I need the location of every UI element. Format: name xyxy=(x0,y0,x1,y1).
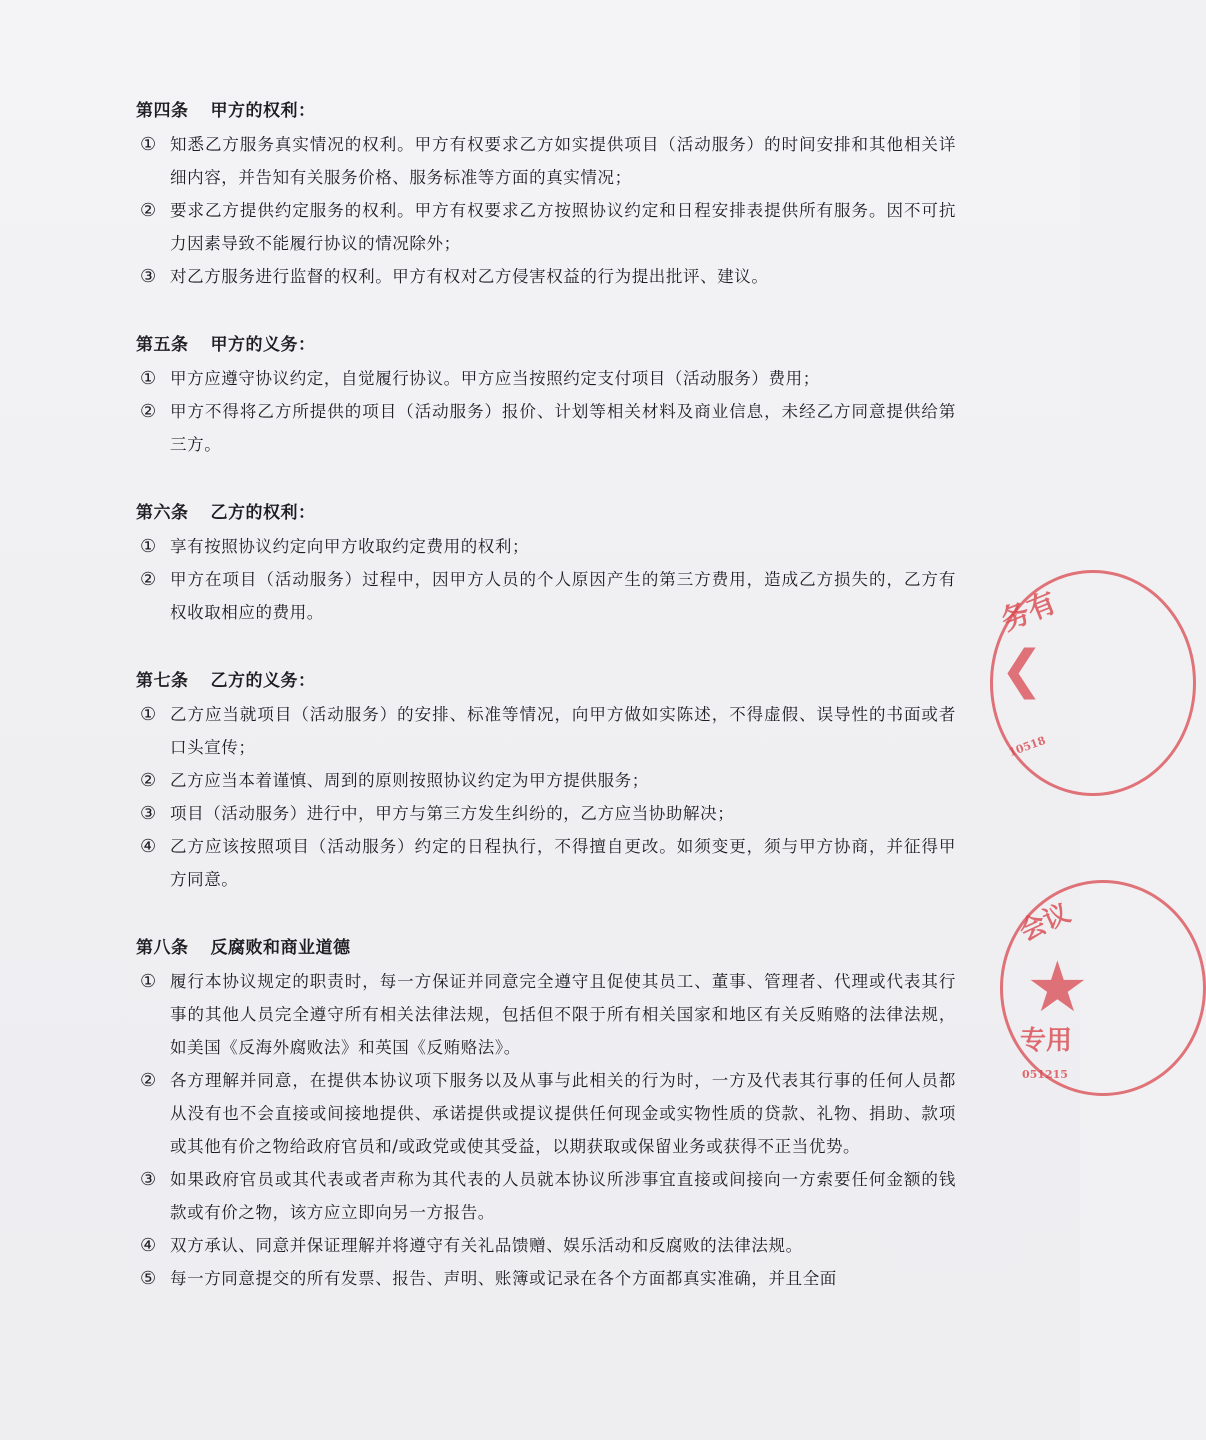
contract-article xyxy=(136,96,956,293)
article-title: 反腐败和商业道德 xyxy=(210,938,351,958)
clause-text: 乙方应当就项目（活动服务）的安排、标准等情况，向甲方做如实陈述，不得虚假、误导性的书面或者口头宣传； xyxy=(170,705,956,757)
clause-text: 对乙方服务进行监督的权利。甲方有权对乙方侵害权益的行为提出批评、建议。 xyxy=(170,267,769,286)
clause-text: 甲方应遵守协议约定，自觉履行协议。甲方应当按照约定支付项目（活动服务）费用； xyxy=(170,369,820,388)
seal-text: 专用 xyxy=(1020,1026,1073,1056)
contract-article xyxy=(136,498,956,629)
clause-number: ① xyxy=(140,134,157,155)
contract-article xyxy=(136,933,956,1295)
article-title: 甲方的义务： xyxy=(210,335,316,355)
article-title: 甲方的权利： xyxy=(210,101,316,121)
clause-text: 乙方应当本着谨慎、周到的原则按照协议约定为甲方提供服务； xyxy=(170,771,649,790)
article-heading xyxy=(136,96,956,126)
clause-number: ① xyxy=(140,971,157,992)
clause-item xyxy=(136,1064,956,1163)
seal-number: 051215 xyxy=(1022,1068,1068,1081)
clause-number: ① xyxy=(140,368,157,389)
clause-item xyxy=(136,1262,956,1295)
article-number: 第四条 xyxy=(136,101,189,121)
contract-body xyxy=(136,96,956,1332)
clause-number: ③ xyxy=(140,803,157,824)
article-heading xyxy=(136,330,956,360)
contract-article xyxy=(136,330,956,461)
clause-item xyxy=(136,395,956,461)
clause-item xyxy=(136,1229,956,1262)
clause-item xyxy=(136,194,956,260)
clause-item xyxy=(136,830,956,896)
seal-text: 会议 xyxy=(1015,898,1075,948)
clause-item xyxy=(136,563,956,629)
clause-text: 项目（活动服务）进行中，甲方与第三方发生纠纷的，乙方应当协助解决； xyxy=(170,804,735,823)
clause-text: 如果政府官员或其代表或者声称为其代表的人员就本协议所涉事宜直接或间接向一方索要任何金额的钱款或有价之物，该方应立即向另一方报告。 xyxy=(170,1170,956,1222)
article-title: 乙方的权利： xyxy=(210,503,316,523)
clause-item xyxy=(136,362,956,395)
contract-article xyxy=(136,666,956,896)
seal-number: 10518 xyxy=(1006,733,1048,760)
clause-item xyxy=(136,1163,956,1229)
clause-text: 甲方不得将乙方所提供的项目（活动服务）报价、计划等相关材料及商业信息，未经乙方同意提供给第三方。 xyxy=(170,402,956,454)
clause-item xyxy=(136,128,956,194)
clause-text: 每一方同意提交的所有发票、报告、声明、账簿或记录在各个方面都真实准确，并且全面 xyxy=(170,1269,837,1288)
clause-number: ① xyxy=(140,536,157,557)
clause-text: 知悉乙方服务真实情况的权利。甲方有权要求乙方如实提供项目（活动服务）的时间安排和其他相关详细内容，并告知有关服务价格、服务标准等方面的真实情况； xyxy=(170,135,956,187)
seal-star-icon: ★ xyxy=(1026,946,1089,1028)
clause-item xyxy=(136,698,956,764)
clause-number: ④ xyxy=(140,1235,157,1256)
clause-number: ② xyxy=(140,401,157,422)
clause-item xyxy=(136,764,956,797)
article-heading xyxy=(136,498,956,528)
article-heading xyxy=(136,933,956,963)
clause-item xyxy=(136,965,956,1064)
article-number: 第八条 xyxy=(136,938,189,958)
clause-number: ① xyxy=(140,704,157,725)
clause-text: 乙方应该按照项目（活动服务）约定的日程执行，不得擅自更改。如须变更，须与甲方协商，并征得甲方同意。 xyxy=(170,837,956,889)
clause-text: 甲方在项目（活动服务）过程中，因甲方人员的个人原因产生的第三方费用，造成乙方损失的，乙方有权收取相应的费用。 xyxy=(170,570,956,622)
clause-number: ④ xyxy=(140,836,157,857)
clause-item xyxy=(136,260,956,293)
clause-text: 各方理解并同意，在提供本协议项下服务以及从事与此相关的行为时，一方及代表其行事的任何人员都从没有也不会直接或间接地提供、承诺提供或提议提供任何现金或实物性质的贷款、礼物、捐助、款项或其他有价之物给政府官员和/或政党或使其受益，以期获取或保留业务或获得不正当优势。 xyxy=(170,1071,956,1156)
clause-text: 双方承认、同意并保证理解并将遵守有关礼品馈赠、娱乐活动和反腐败的法律法规。 xyxy=(170,1236,803,1255)
clause-item xyxy=(136,797,956,830)
clause-number: ② xyxy=(140,200,157,221)
clause-item xyxy=(136,530,956,563)
clause-number: ② xyxy=(140,770,157,791)
seal-text: 务有 xyxy=(996,585,1061,638)
seal-chevron-icon: ❮ xyxy=(1000,640,1044,700)
article-number: 第七条 xyxy=(136,671,189,691)
clause-number: ② xyxy=(140,569,157,590)
clause-text: 要求乙方提供约定服务的权利。甲方有权要求乙方按照协议约定和日程安排表提供所有服务。因不可抗力因素导致不能履行协议的情况除外； xyxy=(170,201,956,253)
clause-number: ③ xyxy=(140,266,157,287)
article-title: 乙方的义务： xyxy=(210,671,316,691)
article-heading xyxy=(136,666,956,696)
clause-number: ⑤ xyxy=(140,1268,157,1289)
clause-number: ③ xyxy=(140,1169,157,1190)
article-number: 第五条 xyxy=(136,335,189,355)
clause-text: 履行本协议规定的职责时，每一方保证并同意完全遵守且促使其员工、董事、管理者、代理或代表其行事的其他人员完全遵守所有相关法律法规，包括但不限于所有相关国家和地区有关反贿赂的法律法规，如美国《反海外腐败法》和英国《反贿赂法》。 xyxy=(170,972,956,1057)
clause-text: 享有按照协议约定向甲方收取约定费用的权利； xyxy=(170,537,530,556)
clause-number: ② xyxy=(140,1070,157,1091)
article-number: 第六条 xyxy=(136,503,189,523)
